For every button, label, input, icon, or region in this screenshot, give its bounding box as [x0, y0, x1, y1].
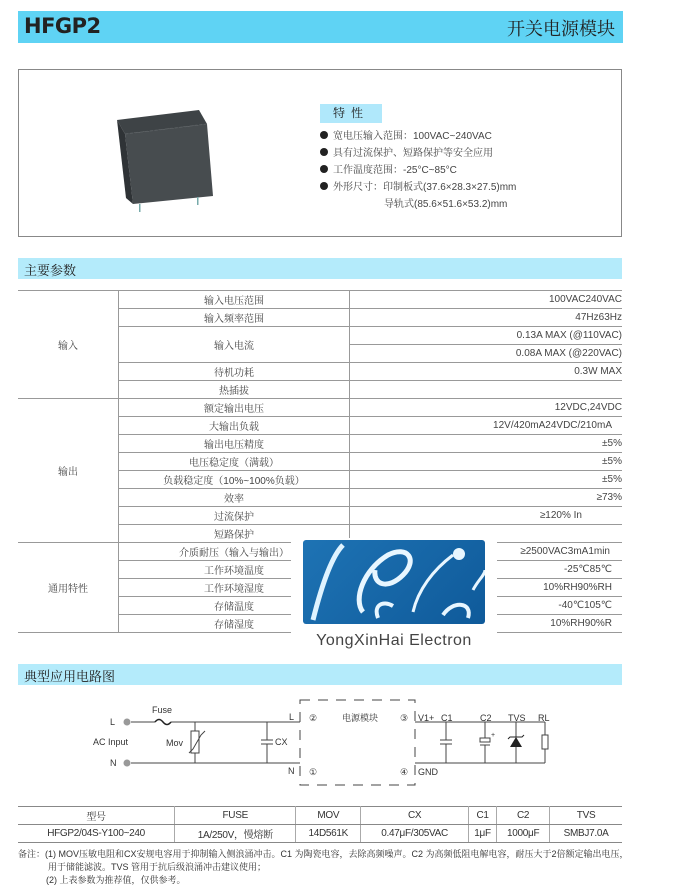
label-ac-input: AC Input — [93, 737, 129, 747]
table-row: 短路保护 — [18, 525, 622, 543]
table-row: 负载稳定度（10%~100%负载） ±5% — [18, 471, 622, 489]
label-mov: Mov — [166, 738, 184, 748]
label-module: 电源模块 — [342, 713, 379, 723]
table-row: 输入频率范围 47Hz63Hz — [18, 309, 622, 327]
watermark-logo — [291, 538, 497, 660]
logo-brand-text: YongXinHai Electron — [316, 632, 472, 649]
section-title: 主要参数 — [24, 264, 77, 279]
table-row: 工作环境湿度 10%RH90%RH — [18, 579, 622, 597]
notes — [18, 848, 678, 887]
section-title: 典型应用电路图 — [24, 670, 116, 685]
bullet-icon — [320, 182, 328, 190]
table-row: 输入电流 0.13A MAX (@110VAC) — [18, 327, 622, 345]
label-cx: CX — [275, 737, 288, 747]
label-module-L: L — [289, 712, 295, 722]
logo-mark — [303, 540, 485, 624]
table-row: 输出 额定输出电压 12VDC,24VDC — [18, 399, 622, 417]
label-tvs: TVS — [508, 713, 526, 723]
bullet-icon — [320, 165, 328, 173]
bullet-icon — [320, 131, 328, 139]
table-row: 热插拔 — [18, 381, 622, 399]
table-row: 0.08A MAX (@220VAC) — [18, 345, 622, 363]
feature-box — [18, 69, 622, 237]
feature-item: 工作温度范围：-25°C~85°C — [320, 162, 516, 179]
pin-3: ③ — [400, 713, 409, 723]
feature-item: 具有过流保护、短路保护等安全应用 — [320, 145, 516, 162]
label-rl: RL — [538, 713, 550, 723]
circuit-diagram — [80, 695, 560, 795]
terminal-L — [124, 719, 131, 726]
features-list — [320, 128, 516, 213]
group-general: 通用特性 — [18, 543, 119, 633]
product-image — [109, 102, 219, 214]
table-row: 大输出负载 12V/420mA24VDC/210mA — [18, 417, 622, 435]
bom-row: HFGP2/04S-Y100~240 1A/250V，慢熔断 14D561K 0.47μF/305VAC 1μF 1000μF SMBJ7.0A — [18, 825, 622, 843]
bom-header-row: 型号 FUSE MOV CX C1 C2 TVS — [18, 807, 622, 825]
c2-electrolytic-icon — [480, 738, 490, 742]
note-line-1: 备注：(1) MOV压敏电阻和CX安规电容用于抑制输入侧浪涌冲击。C1 为陶瓷电容，去除高频噪声。C2 为高频低阻电解电容，耐压大于2倍额定输出电压， — [18, 849, 629, 859]
note-line-2: 用于储能滤波。TVS 管用于抗后级浪涌冲击建议使用； — [48, 862, 267, 872]
features-tag: 特性 — [320, 104, 382, 123]
label-v1: V1+ — [418, 713, 435, 723]
pin-4: ④ — [400, 767, 409, 777]
header-bar — [18, 11, 623, 43]
label-L: L — [110, 717, 116, 727]
table-row: 存储温度 -40℃105℃ — [18, 597, 622, 615]
label-module-N: N — [288, 766, 295, 776]
bom-table — [18, 806, 622, 843]
table-row: 电压稳定度（满载） ±5% — [18, 453, 622, 471]
product-title: 开关电源模块 — [507, 19, 615, 40]
table-row: 通用特性 介质耐压（输入与输出） ≥2500VAC3mA1min — [18, 543, 622, 561]
feature-item: 宽电压输入范围：100VAC~240VAC — [320, 128, 516, 145]
pin-2: ② — [309, 713, 318, 723]
feature-item: 外形尺寸：印制板式(37.6×28.3×27.5)mm — [320, 179, 516, 196]
feature-item-continued: 导轨式(85.6×51.6×53.2)mm — [384, 199, 508, 210]
label-c2: C2 — [480, 713, 492, 723]
pin-1: ① — [309, 767, 318, 777]
bullet-icon — [320, 148, 328, 156]
tvs-diode-icon — [510, 737, 522, 747]
section-circuit — [18, 664, 622, 685]
fuse-icon — [155, 720, 171, 725]
svg-text:+: + — [491, 732, 496, 739]
table-row: 输入 输入电压范围 100VAC240VAC — [18, 291, 622, 309]
label-gnd: GND — [418, 767, 438, 777]
group-output: 输出 — [18, 399, 119, 543]
table-row: 待机功耗 0.3W MAX — [18, 363, 622, 381]
table-row: 过流保护 ≥120% In — [18, 507, 622, 525]
section-params — [18, 258, 622, 279]
table-row: 存储湿度 10%RH90%R — [18, 615, 622, 633]
label-N: N — [110, 758, 117, 768]
table-row: 效率 ≥73% — [18, 489, 622, 507]
label-c1: C1 — [441, 713, 453, 723]
label-fuse: Fuse — [152, 705, 173, 715]
load-resistor-icon — [542, 735, 548, 749]
product-model: HFGP2 — [24, 14, 101, 38]
table-row: 工作环境温度 -25℃85℃ — [18, 561, 622, 579]
table-row: 输出电压精度 ±5% — [18, 435, 622, 453]
group-input: 输入 — [18, 291, 119, 399]
terminal-N — [124, 760, 131, 767]
note-line-3: (2) 上表参数为推荐值，仅供参考。 — [46, 875, 186, 885]
